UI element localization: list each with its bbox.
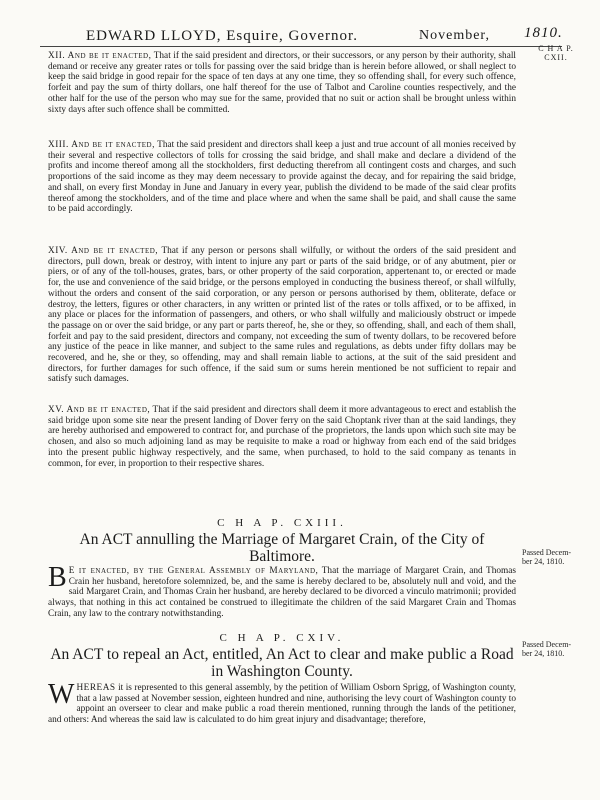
year-heading: 1810. <box>524 25 563 41</box>
drop-capital: W <box>48 679 75 710</box>
header-rule <box>40 46 562 47</box>
chap-cxiv-heading: C H A P. CXIV. <box>219 632 345 644</box>
section-lead: XV. And be it enacted, <box>48 405 151 415</box>
drop-capital: B <box>48 562 67 593</box>
act-title-cxiv: An ACT to repeal an Act, entitled, An Act to clear and make public a Road in Washington County. <box>50 646 514 680</box>
section-lead: XIV. And be it enacted, <box>48 246 159 256</box>
act-text: That the marriage of Margaret Crain, and Thomas Crain her husband, heretofore solemnized, be, and the same is hereby declared to be, absolutely null and void, and the said Margaret Crain, and Thomas Crain her husband, are hereby declared to be divorced a vinculo matrimonii; provided always, that nothing in this act contained be construed to illegitimate the children of the said Margaret Crain and Thomas Crain, any law to the contrary notwithstanding. <box>48 566 517 619</box>
enacting-clause: E it enacted, by the General Assembly of Maryland, <box>68 566 319 576</box>
section-text: That if any person or persons shall wilfully, or without the orders of the said president and directors, pull down, break or destroy, with intent to injure any part or parts of the said bridge, or of any abutment, pier or piers, or of any of the toll-houses, grates, bars, or other property of the said corporation, appertenant to, or erected or made for, the use and convenience of the said bridge, or the persons employed in conducting the business thereof, or shall wilfully, without the orders and consent of the said corporation, or any person or persons authorised by them, obliterate, deface or destroy, the letters, figures or other characters, in any written or printed list of the rates or tolls affixed, or to be affixed, in any place or places for the information of passengers, and others, or who shall wilfully and maliciously obstruct or impede the passage on or over the said bridge, or any part or parts thereof, he, she or they, so offending, shall, and each of them shall, forfeit and pay to the said president, directors and company, not exceeding the sum of twenty dollars, to be recovered before any justice of the peace in like manner, and subject to the same rules and regulations, as debts under fifty dollars may be recovered, and he, she or they, so offending, may and shall remain liable to actions, at the suit of the said president and directors, for further damages for such offence, if the said sum or sums herein mentioned be not sufficient to repair and satisfy such damages. <box>48 246 516 385</box>
section-xv <box>48 405 516 469</box>
section-lead: XII. And be it enacted, <box>48 51 152 61</box>
margin-chap-label: C H A P. CXII. <box>538 44 574 62</box>
act-title-cxiii: An ACT annulling the Marriage of Margaret Crain, of the City of Baltimore. <box>79 531 485 565</box>
chap-cxiii-body <box>48 562 517 620</box>
section-text: That the said president and directors shall keep a just and true account of all monies received by their several and respective collectors of tolls for crossing the said bridge, and shall make and declare a dividend of the profits and income thereof among all the stockholders, first deducting therefrom all contingent costs and charges, and such proportions of the said income as they may deem necessary to provide against the decay, and for repairing the said bridge, and shall, on every first Monday in June and January in every year, publish the dividend to be made of the said clear profits thereof among the stockholders, and of the time and place where and when the same shall be paid, and shall cause the same to be paid accordingly. <box>48 140 517 215</box>
section-xiv <box>48 246 516 385</box>
section-lead: XIII. And be it enacted, <box>48 140 155 150</box>
passed-note-cxiii: Passed Decem- ber 24, 1810. <box>522 548 572 566</box>
section-xiii <box>48 140 516 215</box>
whereas-clause: HEREAS <box>76 683 116 693</box>
section-text: That if the said president and directors, or their successors, or any person by their authority, shall demand or receive any greater rates or tolls for passing over the said bridge than is herein before allowed, or shall neglect to keep the said bridge in good repair for the space of ten days at any one time, they so offending shall, for every such offence, forfeit and pay the sum of thirty dollars, one half thereof for the use of Talbot and Caroline counties respectively, and the other half for the use of the person who may sue for the same, provided that no suit or action shall be brought unless within sixty days after such offence shall be committed. <box>48 51 516 115</box>
chap-cxiii-heading: C H A P. CXIII. <box>217 517 347 529</box>
passed-note-cxiv: Passed Decem- ber 24, 1810. <box>522 640 572 658</box>
act-text: it is represented to this general assembly, by the petition of William Osborn Sprigg, of Washington county, that a law passed at November session, eighteen hundred and nine, authorising the levy court of Washington county to appoint an overseer to clear and make public a road therein mentioned, running through the lands of the petitioner, and others: And whereas the said law is calculated to do him great injury and disadvantage; therefore, <box>48 683 516 726</box>
month-heading: November, <box>419 28 491 43</box>
chap-cxiv-body <box>48 679 516 726</box>
governor-heading: EDWARD LLOYD, Esquire, Governor. <box>86 28 358 44</box>
section-xii <box>48 51 516 115</box>
section-text: That if the said president and directors shall deem it more advantageous to erect and establish the said bridge upon some site near the present landing of Dover ferry on the said Choptank river than at the said landings, they are hereby authorised and empowered to contract for, and purchase of the proprietors, the lands upon which such site may be chosen, and also so much adjoining land as may be requisite to make a road or highway from each end of the said bridges into the present public highway respectively, and the same, when purchased, to hold to the said company as tenants in common, for ever, in proportion to their respective shares. <box>48 405 517 469</box>
